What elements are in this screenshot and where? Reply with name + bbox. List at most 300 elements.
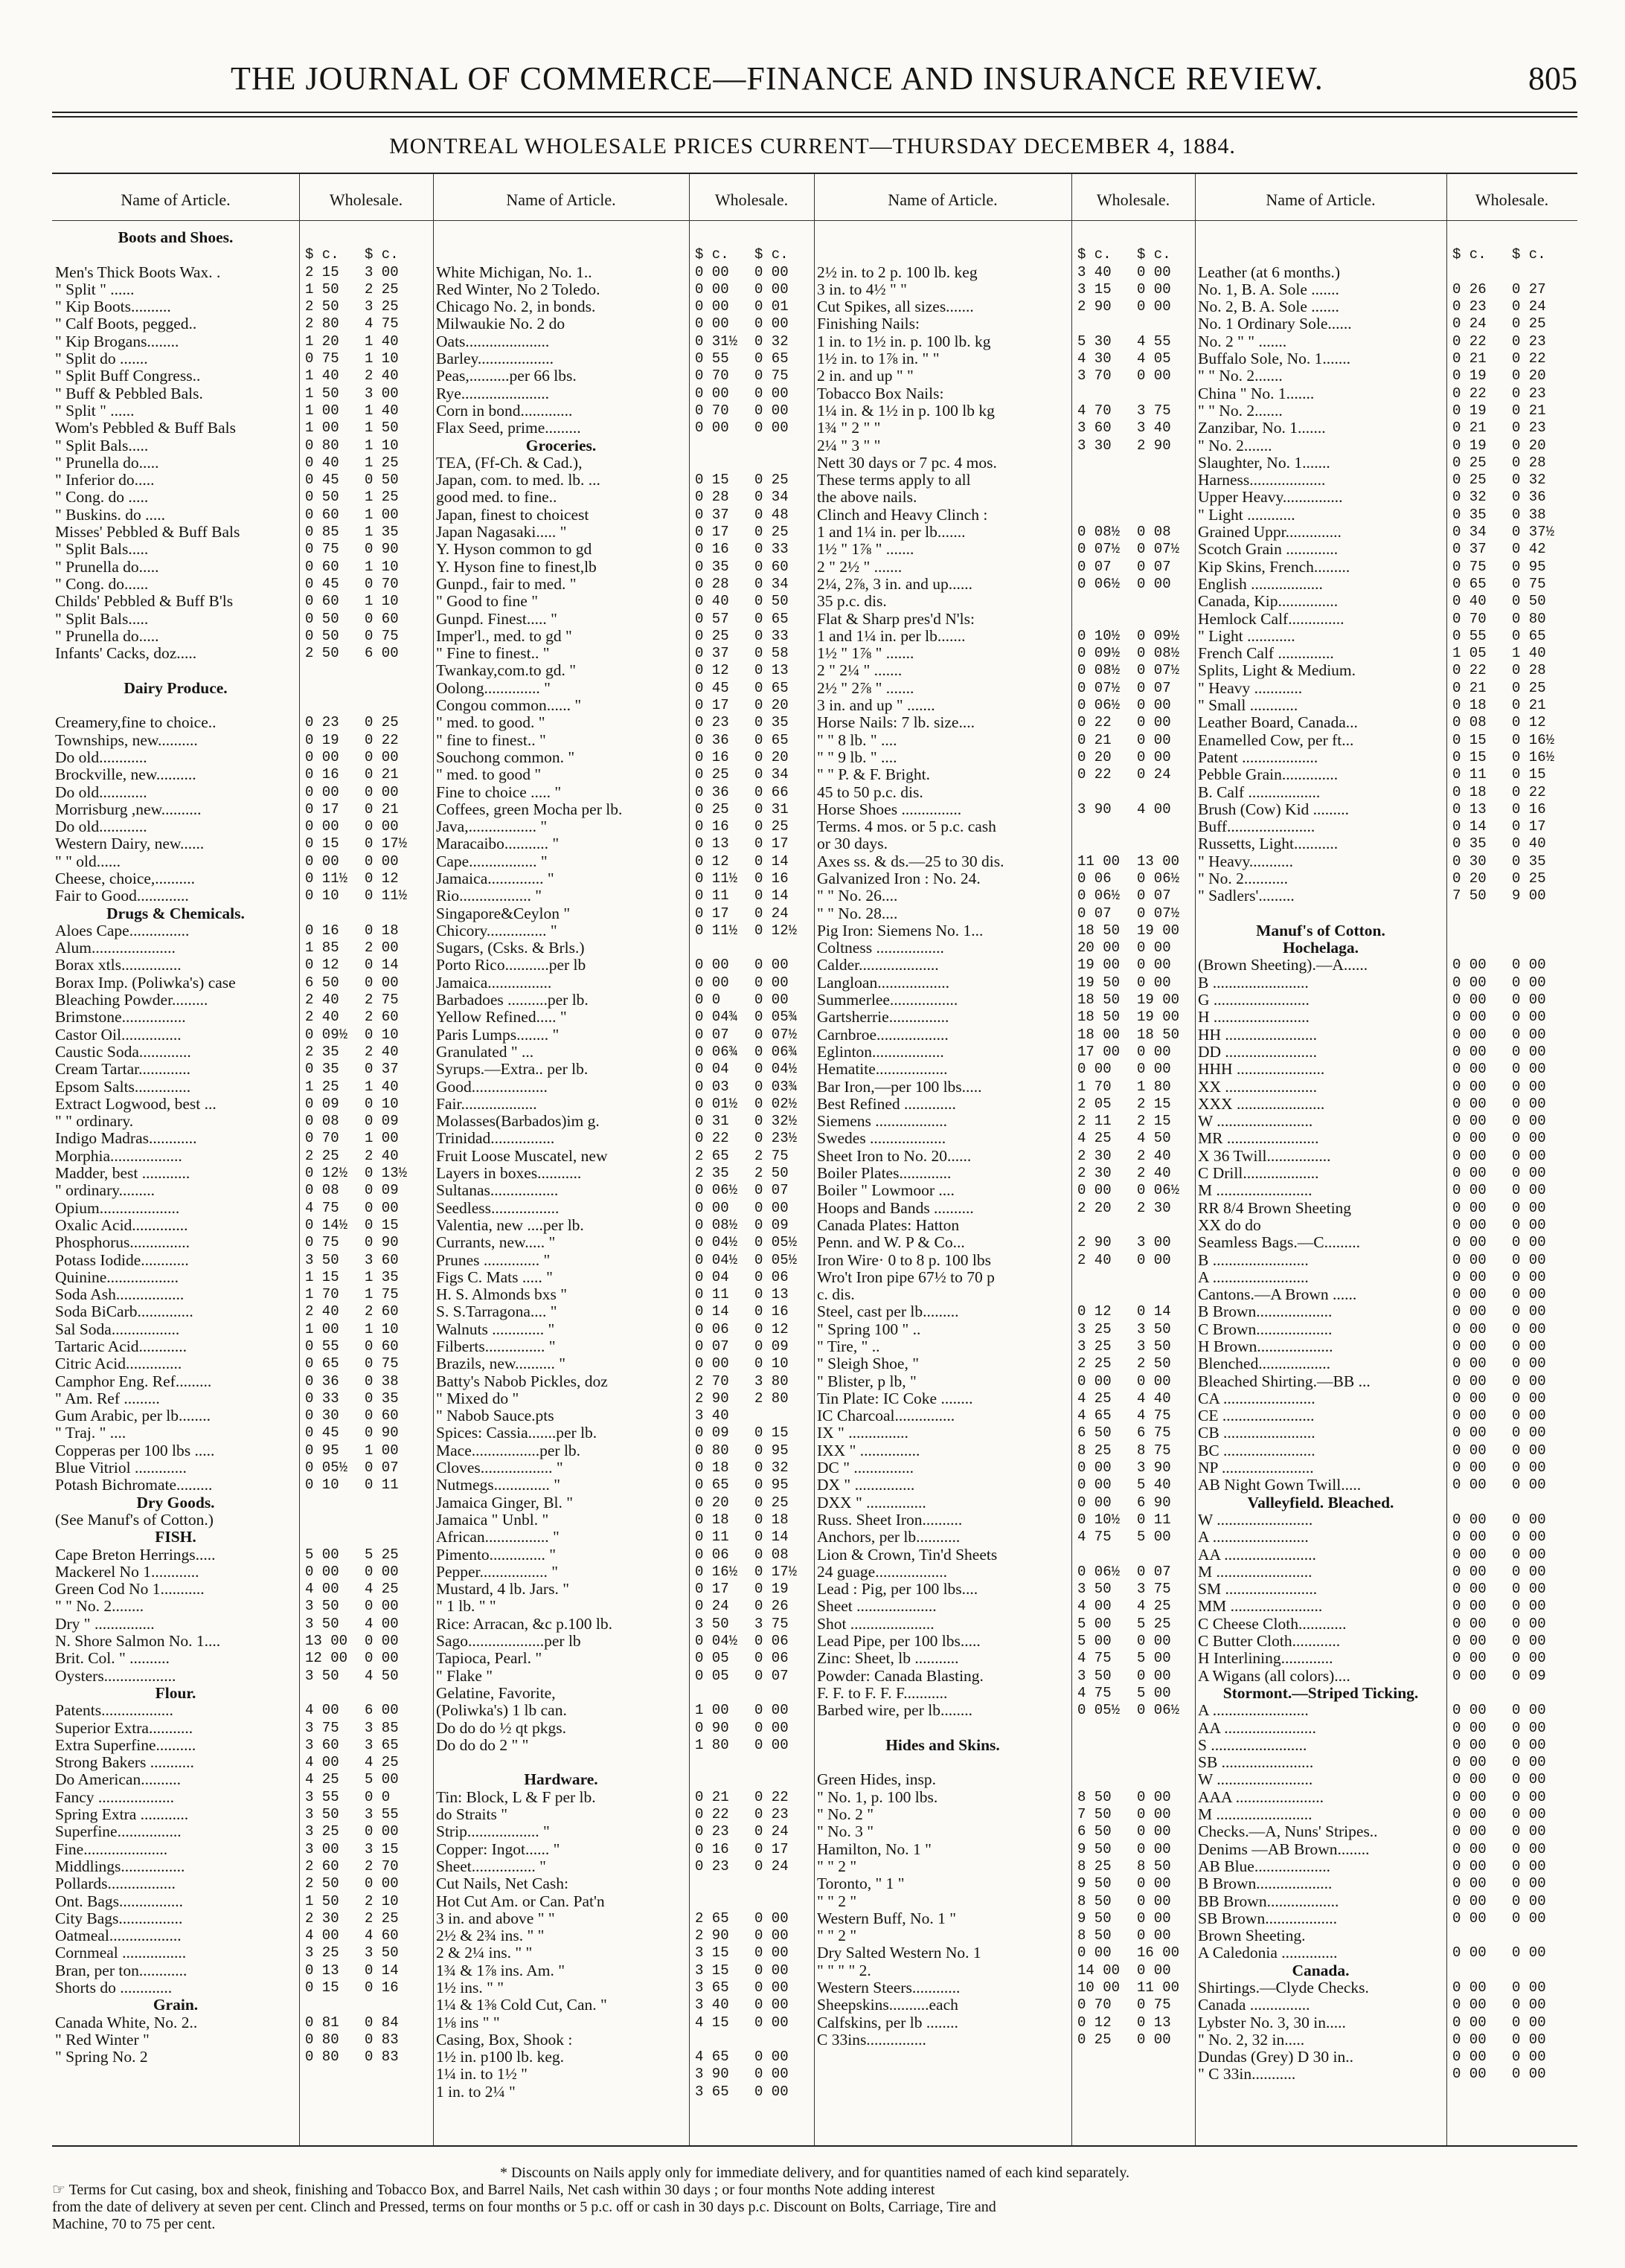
price-low: 0 00 bbox=[695, 385, 729, 402]
price-high: 0 75 bbox=[1137, 1996, 1171, 2014]
price-row bbox=[1195, 1459, 1577, 1477]
price-high: 0 06½ bbox=[1137, 870, 1180, 887]
price-row bbox=[1195, 1442, 1577, 1459]
price-high: 0 21 bbox=[1512, 402, 1546, 419]
article-name: Hemlock Calf.............. bbox=[1198, 610, 1344, 628]
article-name: " Prunella do..... bbox=[55, 627, 159, 645]
article-name: " Buff & Pebbled Bals. bbox=[55, 385, 203, 402]
price-low: 3 50 bbox=[305, 1615, 339, 1632]
article-name: Calfskins, per lb ........ bbox=[817, 2014, 958, 2031]
price-low: 0 21 bbox=[1452, 350, 1487, 367]
price-low: 5 00 bbox=[1077, 1633, 1112, 1650]
article-name: Wro't Iron pipe 67½ to 70 p bbox=[817, 1268, 995, 1286]
price-low: 0 20 bbox=[1452, 870, 1487, 887]
price-low: 0 17 bbox=[305, 800, 339, 817]
article-name: " No. 3 " bbox=[817, 1823, 874, 1841]
article-name: Rice: Arracan, &c p.100 lb. bbox=[436, 1615, 613, 1633]
price-low: 0 25 bbox=[695, 627, 729, 644]
price-high: 0 00 bbox=[1512, 1598, 1546, 1615]
price-row bbox=[814, 1633, 1195, 1650]
price-high: 4 60 bbox=[365, 1927, 399, 1944]
price-row bbox=[814, 1650, 1195, 1667]
price-low: 0 00 bbox=[1452, 1909, 1487, 1927]
article-name: Barbed wire, per lb........ bbox=[817, 1702, 972, 1720]
price-high: 4 75 bbox=[1137, 1407, 1171, 1424]
price-low: 0 00 bbox=[1452, 1581, 1487, 1598]
price-row bbox=[52, 1858, 433, 1875]
price-high: 0 32½ bbox=[754, 1113, 798, 1130]
price-high: 3 90 bbox=[1137, 1459, 1171, 1477]
price-low: 0 50 bbox=[305, 627, 339, 644]
price-low: 3 50 bbox=[305, 1806, 339, 1823]
article-name: Scotch Grain ............. bbox=[1198, 541, 1339, 559]
price-low: 0 30 bbox=[305, 1407, 339, 1424]
price-low: 0 00 bbox=[1452, 1130, 1487, 1147]
header-rule-2 bbox=[52, 116, 1577, 118]
price-row bbox=[814, 922, 1195, 939]
price-high: 0 37½ bbox=[1512, 524, 1555, 541]
article-name: " Spring No. 2 bbox=[55, 2049, 148, 2066]
price-low: 0 00 bbox=[1077, 1477, 1112, 1494]
price-row bbox=[814, 1286, 1195, 1303]
article-name: B ........................ bbox=[1198, 1251, 1309, 1269]
price-row bbox=[814, 749, 1195, 766]
price-row bbox=[1195, 957, 1577, 974]
price-row bbox=[52, 2031, 433, 2049]
article-name: M ........................ bbox=[1198, 1806, 1312, 1824]
article-name: Y. Hyson fine to finest,lb bbox=[436, 558, 597, 576]
price-low: 0 21 bbox=[1452, 679, 1487, 696]
price-high: 0 08½ bbox=[1137, 645, 1180, 662]
article-name: Extract Logwood, best ... bbox=[55, 1095, 217, 1113]
price-row bbox=[1195, 680, 1577, 697]
price-row bbox=[52, 1182, 433, 1199]
price-low: 2 20 bbox=[1077, 1199, 1112, 1216]
price-row bbox=[52, 1424, 433, 1442]
price-low: 0 10½ bbox=[1077, 1511, 1121, 1528]
article-name: Hot Cut Am. or Can. Pat'n bbox=[436, 1892, 605, 1910]
price-row bbox=[433, 1685, 814, 1702]
article-name: Dry " ............... bbox=[55, 1615, 155, 1633]
column-header-wholesale: Wholesale. bbox=[1096, 190, 1170, 209]
price-low: 0 00 bbox=[1452, 1286, 1487, 1303]
price-high: 0 00 bbox=[1512, 1823, 1546, 1840]
article-name: " C 33in........... bbox=[1198, 2066, 1296, 2084]
price-high: 0 07 bbox=[1137, 1563, 1171, 1580]
price-row bbox=[433, 454, 814, 472]
price-high: 0 00 bbox=[1512, 1338, 1546, 1355]
price-high: 0 05½ bbox=[754, 1251, 798, 1268]
price-low: 0 23 bbox=[695, 1857, 729, 1875]
price-row bbox=[1195, 1148, 1577, 1165]
price-high: 19 00 bbox=[1137, 922, 1180, 939]
article-name: " " 2 " bbox=[817, 1892, 857, 1910]
price-row bbox=[52, 454, 433, 472]
price-row bbox=[52, 1044, 433, 1061]
article-name: SB ....................... bbox=[1198, 1754, 1314, 1772]
price-high: 0 37 bbox=[365, 1061, 399, 1078]
article-name: No. 2 " " ....... bbox=[1198, 333, 1287, 350]
price-low: 3 65 bbox=[695, 1979, 729, 1996]
price-low: 0 26 bbox=[1452, 280, 1487, 298]
price-row bbox=[814, 1564, 1195, 1581]
price-row bbox=[814, 367, 1195, 385]
price-low: 2 35 bbox=[305, 1043, 339, 1060]
price-low: 0 22 bbox=[1452, 333, 1487, 350]
price-high: 0 00 bbox=[1512, 1650, 1546, 1667]
price-low: 0 20 bbox=[695, 1494, 729, 1511]
price-high: 0 00 bbox=[1137, 1667, 1171, 1684]
footnote-terms-3: Machine, 70 to 75 per cent. bbox=[52, 2216, 216, 2232]
price-low: 0 00 bbox=[1452, 2066, 1487, 2083]
price-row bbox=[814, 1044, 1195, 1061]
price-row bbox=[814, 576, 1195, 593]
price-low: 4 65 bbox=[1077, 1407, 1112, 1424]
price-row bbox=[433, 1165, 814, 1182]
article-name: Corn in bond............. bbox=[436, 402, 573, 420]
article-name: BC ....................... bbox=[1198, 1442, 1315, 1459]
price-low: 0 25 bbox=[1452, 454, 1487, 471]
price-row bbox=[433, 1321, 814, 1338]
price-high: 0 02½ bbox=[754, 1095, 798, 1112]
price-row bbox=[1195, 489, 1577, 506]
price-low: 4 25 bbox=[305, 1771, 339, 1788]
article-name: Buff...................... bbox=[1198, 818, 1315, 836]
article-name: Patents.................. bbox=[55, 1702, 173, 1720]
price-high: 0 06½ bbox=[1137, 1182, 1180, 1199]
price-row bbox=[52, 576, 433, 593]
price-column-1 bbox=[52, 174, 433, 2145]
price-high: 0 00 bbox=[365, 1199, 399, 1216]
price-row bbox=[814, 1771, 1195, 1788]
article-name: Mace.................per lb. bbox=[436, 1442, 581, 1459]
price-high: 0 00 bbox=[1512, 1996, 1546, 2014]
article-name: 2 " 2¼ " ....... bbox=[817, 662, 903, 680]
article-name: " Kip Boots.......... bbox=[55, 298, 171, 316]
price-high: 0 00 bbox=[1512, 1251, 1546, 1268]
price-row bbox=[52, 1130, 433, 1147]
article-name: Good................... bbox=[436, 1078, 548, 1096]
price-row bbox=[1195, 801, 1577, 818]
price-row bbox=[52, 2014, 433, 2031]
price-row bbox=[814, 1200, 1195, 1217]
price-high: 0 00 bbox=[754, 1944, 789, 1962]
article-name: Slaughter, No. 1....... bbox=[1198, 454, 1330, 472]
price-high: 2 15 bbox=[1137, 1113, 1171, 1130]
article-name: Brush (Cow) Kid ......... bbox=[1198, 800, 1350, 818]
price-row bbox=[433, 1720, 814, 1737]
article-name: Spring Extra ............ bbox=[55, 1806, 189, 1824]
price-low: 0 00 bbox=[1452, 1268, 1487, 1285]
article-name: English .................. bbox=[1198, 575, 1323, 593]
price-high: 0 28 bbox=[1512, 454, 1546, 471]
price-high: 0 00 bbox=[754, 1996, 789, 2014]
price-row bbox=[814, 1581, 1195, 1598]
price-high: 0 25 bbox=[754, 524, 789, 541]
price-row bbox=[1195, 315, 1577, 333]
price-high: 0 00 bbox=[1512, 1806, 1546, 1823]
article-name: " Buskins. do ..... bbox=[55, 506, 165, 524]
price-row bbox=[814, 385, 1195, 402]
price-low: 0 00 bbox=[1452, 2049, 1487, 2066]
article-name: Checks.—A, Nuns' Stripes.. bbox=[1198, 1823, 1378, 1841]
price-high: 2 60 bbox=[365, 1009, 399, 1026]
article-name: Steel, cast per lb......... bbox=[817, 1303, 959, 1321]
price-row bbox=[433, 1875, 814, 1892]
price-row bbox=[52, 1459, 433, 1477]
footnote-terms-1: ☞ Terms for Cut casing, box and sheok, finishing and Tobacco Box, and Barrel Nails, Net cash within 30 days ; or four months Note adding interest bbox=[52, 2182, 935, 2198]
price-high: 0 00 bbox=[1512, 1078, 1546, 1095]
price-row bbox=[433, 2014, 814, 2031]
price-row bbox=[433, 974, 814, 992]
price-high: 0 00 bbox=[1137, 1806, 1171, 1823]
article-name: B ........................ bbox=[1198, 974, 1309, 992]
price-high: 0 09 bbox=[365, 1182, 399, 1199]
price-row bbox=[1195, 1633, 1577, 1650]
price-low: 0 00 bbox=[1452, 1633, 1487, 1650]
price-row bbox=[1195, 697, 1577, 714]
price-high: 0 25 bbox=[754, 818, 789, 835]
price-low: 0 11½ bbox=[695, 922, 738, 939]
article-name: Sheet .................... bbox=[817, 1598, 937, 1616]
price-low: 0 08 bbox=[305, 1113, 339, 1130]
price-low: 4 00 bbox=[305, 1702, 339, 1719]
price-high: 0 00 bbox=[1137, 1061, 1171, 1078]
price-low: 0 00 bbox=[1452, 1511, 1487, 1528]
article-name: 1 in. to 2¼ " bbox=[436, 2083, 516, 2101]
price-low: 3 30 bbox=[1077, 437, 1112, 454]
price-high: 0 00 bbox=[754, 1927, 789, 1944]
price-high: 0 25 bbox=[1512, 679, 1546, 696]
article-name: Fancy ................... bbox=[55, 1788, 175, 1806]
article-name: Brit. Col. " .......... bbox=[55, 1650, 170, 1668]
article-name: " Nabob Sauce.pts bbox=[436, 1407, 554, 1425]
price-low: 0 0 bbox=[695, 992, 721, 1009]
price-row bbox=[433, 2049, 814, 2066]
price-low: 0 04½ bbox=[695, 1633, 738, 1650]
price-high: 0 00 bbox=[1137, 1633, 1171, 1650]
price-row bbox=[1195, 1668, 1577, 1685]
price-row bbox=[1195, 1564, 1577, 1581]
price-high: 1 10 bbox=[365, 350, 399, 367]
article-name: " Split Bals..... bbox=[55, 541, 149, 559]
price-low: 0 00 bbox=[1077, 1182, 1112, 1199]
article-name: 1 in. to 1½ in. p. 100 lb. kg bbox=[817, 333, 991, 350]
price-high: 1 40 bbox=[365, 1078, 399, 1095]
price-row bbox=[433, 1494, 814, 1512]
article-name: (Brown Sheeting).—A...... bbox=[1198, 957, 1368, 974]
price-high: 2 40 bbox=[1137, 1165, 1171, 1182]
article-name: " " P. & F. Bright. bbox=[817, 766, 931, 784]
price-row bbox=[52, 315, 433, 333]
price-low: 0 00 bbox=[1452, 974, 1487, 991]
article-name: Sal Soda................. bbox=[55, 1320, 180, 1338]
price-low: 0 00 bbox=[695, 1355, 729, 1372]
price-low: 3 50 bbox=[1077, 1667, 1112, 1684]
price-low: 0 20 bbox=[1077, 748, 1112, 765]
price-high: 0 33 bbox=[754, 627, 789, 644]
price-high: 0 08 bbox=[754, 1546, 789, 1563]
price-high: 0 25 bbox=[1512, 870, 1546, 887]
price-high: 0 05¾ bbox=[754, 1009, 798, 1026]
price-row bbox=[52, 437, 433, 454]
article-name: Do old............ bbox=[55, 748, 147, 766]
article-name: Layers in boxes........... bbox=[436, 1165, 582, 1183]
price-row bbox=[1195, 350, 1577, 367]
price-high: 0 00 bbox=[1512, 1909, 1546, 1927]
article-name: Canada, Kip............... bbox=[1198, 593, 1339, 611]
price-row bbox=[1195, 766, 1577, 783]
price-row bbox=[1195, 1702, 1577, 1719]
price-high: 0 80 bbox=[1512, 610, 1546, 627]
price-high: 0 23½ bbox=[754, 1130, 798, 1147]
price-low: 0 23 bbox=[305, 714, 339, 731]
price-low: 0 00 bbox=[695, 1199, 729, 1216]
article-name: " Inferior do..... bbox=[55, 472, 155, 489]
price-row bbox=[52, 1546, 433, 1564]
section-title: Dry Goods. bbox=[136, 1494, 215, 1512]
article-name: " Blister, p lb, " bbox=[817, 1372, 917, 1390]
article-name: French Calf .............. bbox=[1198, 645, 1334, 663]
price-row bbox=[814, 801, 1195, 818]
section-title: Drugs & Chemicals. bbox=[106, 905, 245, 922]
price-high: 2 75 bbox=[365, 992, 399, 1009]
article-name: Congou common...... " bbox=[436, 697, 582, 715]
price-row bbox=[52, 1564, 433, 1581]
price-high: 0 00 bbox=[365, 748, 399, 765]
article-name: Western Dairy, new...... bbox=[55, 835, 205, 853]
price-row bbox=[52, 1113, 433, 1130]
price-row bbox=[814, 1113, 1195, 1130]
article-name: A Caledonia .............. bbox=[1198, 1944, 1338, 1962]
price-row bbox=[433, 818, 814, 835]
article-name: Oysters.................. bbox=[55, 1667, 176, 1685]
article-name: Brimstone................ bbox=[55, 1009, 186, 1027]
price-high: 0 00 bbox=[1137, 2031, 1171, 2048]
article-name: the above nails. bbox=[817, 489, 917, 507]
article-name: IX " ............... bbox=[817, 1424, 908, 1442]
price-high: 0 65 bbox=[754, 350, 789, 367]
price-high: 4 00 bbox=[1137, 800, 1171, 817]
price-low: 0 16 bbox=[695, 748, 729, 765]
price-high: 0 35 bbox=[1512, 852, 1546, 870]
price-row bbox=[1195, 1581, 1577, 1598]
price-high: 0 16 bbox=[1512, 800, 1546, 817]
price-row bbox=[1195, 853, 1577, 870]
price-row bbox=[1195, 541, 1577, 558]
price-low: 0 00 bbox=[1452, 1806, 1487, 1823]
price-low: 13 00 bbox=[305, 1633, 348, 1650]
article-name: Do old............ bbox=[55, 783, 147, 801]
price-row bbox=[433, 1996, 814, 2014]
article-name: Soda Ash................. bbox=[55, 1286, 185, 1304]
price-row bbox=[52, 593, 433, 610]
article-name: " 1 lb. " " bbox=[436, 1598, 496, 1616]
price-low: 0 00 bbox=[1452, 957, 1487, 974]
article-name: Pig Iron: Siemens No. 1... bbox=[817, 922, 984, 939]
article-name: Hoops and Bands .......... bbox=[817, 1199, 974, 1217]
price-high: 0 00 bbox=[1512, 1477, 1546, 1494]
price-high: 0 00 bbox=[754, 1962, 789, 1979]
price-high: 0 00 bbox=[365, 1563, 399, 1580]
price-row bbox=[433, 1841, 814, 1858]
price-row bbox=[52, 1616, 433, 1633]
price-high: 0 00 bbox=[1137, 1892, 1171, 1909]
price-row bbox=[433, 1355, 814, 1372]
price-low: 0 22 bbox=[1077, 714, 1112, 731]
price-row bbox=[1195, 1286, 1577, 1303]
article-name: 1¾ " 2 " " bbox=[817, 420, 881, 437]
section-title: Boots and Shoes. bbox=[118, 229, 234, 246]
price-low: 0 00 bbox=[1452, 1996, 1487, 2014]
price-low: 0 00 bbox=[1452, 1944, 1487, 1962]
price-row bbox=[52, 1789, 433, 1806]
article-name: Quinine.................. bbox=[55, 1268, 179, 1286]
article-name: Horse Nails: 7 lb. size.... bbox=[817, 714, 975, 732]
price-high: 0 00 bbox=[1137, 731, 1171, 748]
price-low: 0 00 bbox=[1452, 1009, 1487, 1026]
price-low: 0 19 bbox=[1452, 367, 1487, 385]
price-low: 3 70 bbox=[1077, 367, 1112, 385]
price-low: 0 00 bbox=[1452, 1719, 1487, 1736]
price-high: 0 00 bbox=[754, 402, 789, 419]
price-row bbox=[433, 714, 814, 731]
article-name: TEA, (Ff-Ch. & Cad.), bbox=[436, 454, 583, 472]
price-low: 1 05 bbox=[1452, 645, 1487, 662]
price-high: 11 00 bbox=[1137, 1979, 1180, 1996]
price-low: 0 37 bbox=[1452, 541, 1487, 558]
price-row bbox=[814, 835, 1195, 852]
article-name: Canada Plates: Hatton bbox=[817, 1216, 960, 1234]
price-low: 0 10 bbox=[305, 1477, 339, 1494]
price-high: 2 25 bbox=[365, 1909, 399, 1927]
price-low: 0 01½ bbox=[695, 1095, 738, 1112]
price-high: 5 40 bbox=[1137, 1477, 1171, 1494]
article-name: Mustard, 4 lb. Jars. " bbox=[436, 1581, 569, 1599]
price-high: 3 85 bbox=[365, 1719, 399, 1736]
price-high: 0 00 bbox=[365, 1633, 399, 1650]
article-name: Peas,..........per 66 lbs. bbox=[436, 367, 577, 385]
article-name: Jamaica.............. " bbox=[436, 870, 554, 887]
price-high: 0 95 bbox=[1512, 558, 1546, 575]
price-row bbox=[1195, 264, 1577, 281]
price-low: 0 34 bbox=[1452, 524, 1487, 541]
price-high: 0 00 bbox=[754, 992, 789, 1009]
article-name: CA ....................... bbox=[1198, 1390, 1315, 1407]
price-low: 1 00 bbox=[305, 1320, 339, 1337]
price-low: 3 40 bbox=[695, 1996, 729, 2014]
price-row bbox=[1195, 1424, 1577, 1442]
price-low: 8 50 bbox=[1077, 1892, 1112, 1909]
price-low: $ c. bbox=[1452, 246, 1487, 263]
price-low: 0 00 bbox=[1452, 1165, 1487, 1182]
price-row bbox=[52, 246, 433, 263]
price-high: 0 65 bbox=[1512, 627, 1546, 644]
price-low: 0 00 bbox=[1452, 1477, 1487, 1494]
price-high: 0 00 bbox=[1512, 2049, 1546, 2066]
section-heading bbox=[52, 229, 433, 246]
price-high: 1 35 bbox=[365, 1268, 399, 1285]
price-high: 0 31 bbox=[754, 800, 789, 817]
price-low: 0 36 bbox=[695, 731, 729, 748]
price-low: 0 00 bbox=[1452, 1598, 1487, 1615]
price-low: 0 00 bbox=[1452, 1043, 1487, 1060]
price-row bbox=[1195, 1096, 1577, 1113]
price-low: 1 00 bbox=[305, 420, 339, 437]
price-row bbox=[814, 732, 1195, 749]
article-name: Sheet Iron to No. 20...... bbox=[817, 1147, 972, 1165]
section-heading bbox=[1195, 1685, 1577, 1702]
